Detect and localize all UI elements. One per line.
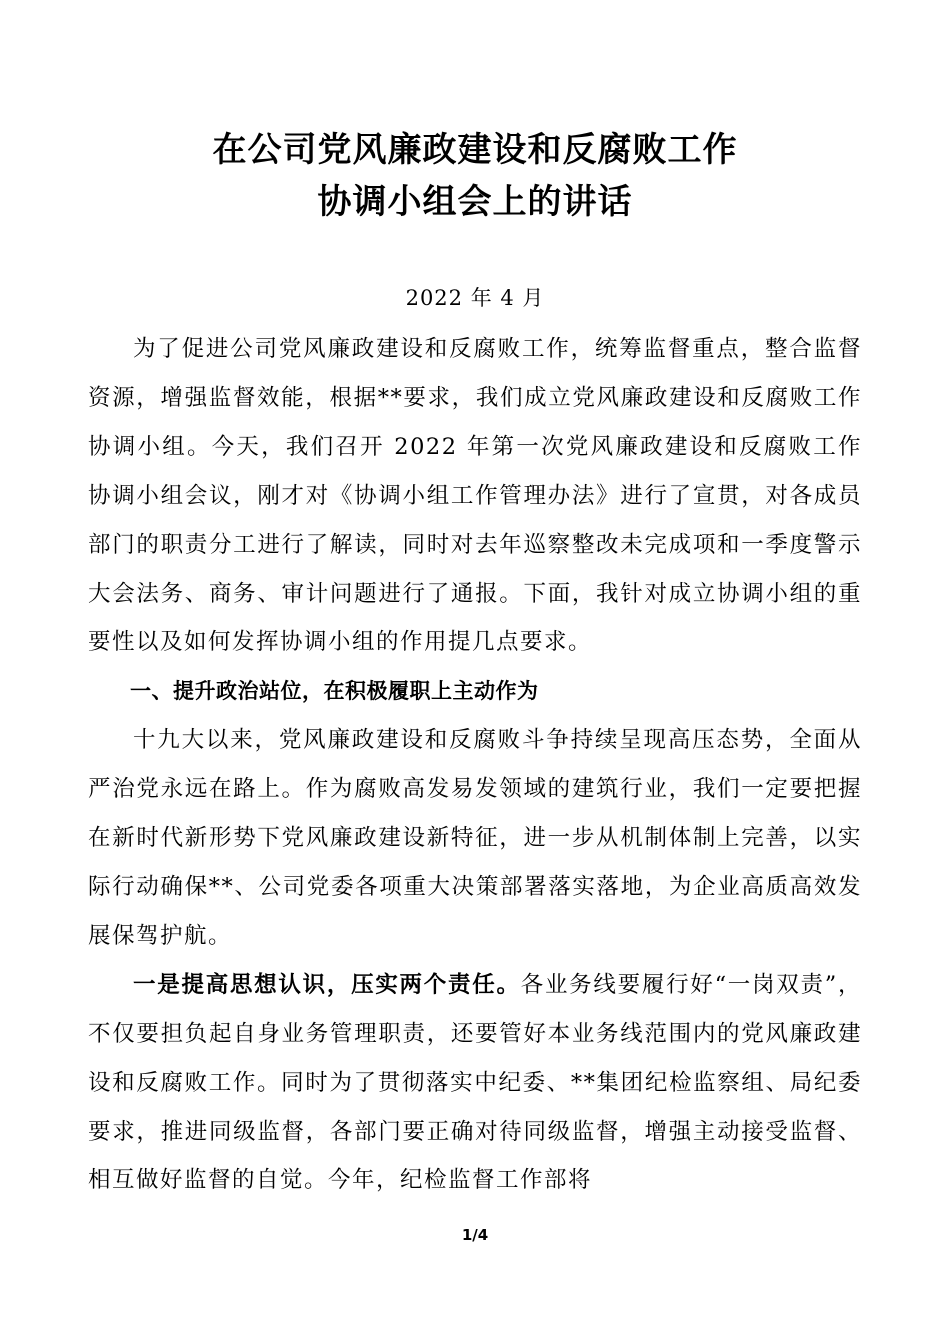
body-paragraph: [88, 961, 862, 1206]
document-date: 2022 年 4 月: [405, 286, 545, 310]
document-title-line2: 协调小组会上的讲话: [317, 182, 633, 222]
document-title-line1: 在公司党风廉政建设和反腐败工作: [212, 130, 738, 170]
section-heading: 一、提升政治站位，在积极履职上主动作为: [130, 679, 539, 704]
document-body: [88, 325, 862, 1205]
paragraph-lead: 一是提高思想认识，压实两个责任。: [133, 971, 521, 998]
page-number: 1/4: [461, 1226, 489, 1244]
paragraph-text: 各业务线要履行好“一岗双责”，不仅要担负起自身业务管理职责，还要管好本业务线范围内的党风廉政建设和反腐败工作。同时为了贯彻落实中纪委、**集团纪检监察组、局纪委要求，推进同级监督，各部门要正确对待同级监督，增强主动接受监督、相互做好监督的自觉。今年，纪检监督工作部将: [88, 971, 862, 1194]
body-paragraph: 为了促进公司党风廉政建设和反腐败工作，统筹监督重点，整合监督资源，增强监督效能，根据**要求，我们成立党风廉政建设和反腐败工作协调小组。今天，我们召开 2022 年第一次党风廉政建设和反腐败工作协调小组会议，刚才对《协调小组工作管理办法》进行了宣贯，对各成员部门的职责分工进行了解读，同时对去年巡察整改未完成项和一季度警示大会法务、商务、审计问题进行了通报。下面，我针对成立协调小组的重要性以及如何发挥协调小组的作用提几点要求。: [88, 336, 862, 656]
body-paragraph: 十九大以来，党风廉政建设和反腐败斗争持续呈现高压态势，全面从严治党永远在路上。作为腐败高发易发领域的建筑行业，我们一定要把握在新时代新形势下党风廉政建设新特征，进一步从机制体制上完善，以实际行动确保**、公司党委各项重大决策部署落实落地，为企业高质高效发展保驾护航。: [88, 727, 862, 949]
